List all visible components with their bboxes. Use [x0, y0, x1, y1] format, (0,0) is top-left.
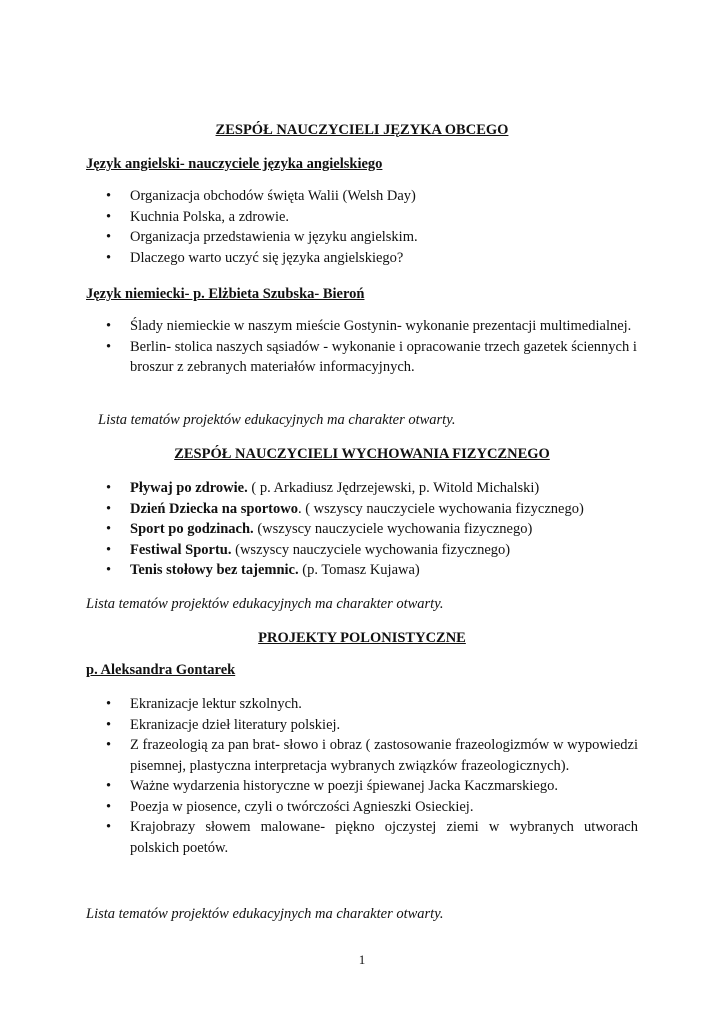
subtitle-german: Język niemiecki- p. Elżbieta Szubska- Bieroń — [86, 286, 365, 302]
list-item: • Festiwal Sportu. (wszyscy nauczyciele wychowania fizycznego) — [86, 540, 638, 561]
list-item: • Poezja w piosence, czyli o twórczości Agnieszki Osieckiej. — [86, 797, 638, 818]
list-item: • Organizacja przedstawienia w języku angielskim. — [86, 227, 638, 248]
open-list-note: Lista tematów projektów edukacyjnych ma charakter otwarty. — [98, 412, 456, 428]
list-item: • Organizacja obchodów święta Walii (Welsh Day) — [86, 186, 638, 207]
bullet-icon: • — [106, 819, 112, 835]
bullet-icon: • — [106, 696, 112, 712]
section-title-polish: PROJEKTY POLONISTYCZNE — [258, 630, 466, 646]
page-number: 1 — [358, 952, 366, 967]
pe-topics-list — [86, 478, 638, 581]
bullet-icon: • — [106, 229, 112, 245]
list-item: • Z frazeologią za pan brat- słowo i obraz ( zastosowanie frazeologizmów w wypowiedzi pisemnej, plastyczna interpretacja wybranych związków frazeologicznych). — [106, 737, 638, 774]
subtitle-english: Język angielski- nauczyciele języka angielskiego — [86, 156, 383, 172]
subtitle-polish-teacher: p. Aleksandra Gontarek — [86, 662, 236, 678]
section-title-pe: ZESPÓŁ NAUCZYCIELI WYCHOWANIA FIZYCZNEGO — [174, 446, 550, 462]
bullet-icon: • — [106, 480, 112, 496]
list-item: • Ekranizacje dzieł literatury polskiej. — [86, 715, 638, 736]
bullet-icon: • — [106, 188, 112, 204]
list-item: • Ślady niemieckie w naszym mieście Gostynin- wykonanie prezentacji multimedialnej. — [86, 316, 638, 337]
bullet-icon: • — [106, 798, 112, 815]
bullet-icon: • — [106, 318, 112, 334]
section-title-foreign-language: ZESPÓŁ NAUCZYCIELI JĘZYKA OBCEGO — [215, 122, 509, 138]
polish-topics-list — [86, 694, 638, 858]
list-item: • Ważne wydarzenia historyczne w poezji śpiewanej Jacka Kaczmarskiego. — [86, 776, 638, 797]
bullet-icon: • — [106, 500, 112, 517]
list-item: • Kuchnia Polska, a zdrowie. — [86, 207, 638, 228]
list-item: • Sport po godzinach. (wszyscy nauczyciele wychowania fizycznego) — [86, 519, 638, 540]
list-item: • Ekranizacje lektur szkolnych. — [86, 694, 638, 715]
bullet-icon: • — [106, 521, 112, 537]
open-list-note: Lista tematów projektów edukacyjnych ma charakter otwarty. — [86, 596, 444, 612]
list-item: • Dzień Dziecka na sportowo. ( wszyscy nauczyciele wychowania fizycznego) — [86, 499, 638, 520]
list-item: • Tenis stołowy bez tajemnic. (p. Tomasz Kujawa) — [86, 560, 638, 581]
german-topics-list — [86, 316, 638, 378]
bullet-icon: • — [106, 208, 112, 225]
list-item: • Berlin- stolica naszych sąsiadów - wykonanie i opracowanie trzech gazetek ściennych i broszur z zebranych materiałów informacyjnych. — [106, 338, 637, 375]
bullet-icon: • — [106, 778, 112, 794]
list-item: • Pływaj po zdrowie. ( p. Arkadiusz Jędrzejewski, p. Witold Michalski) — [86, 478, 638, 499]
list-item: • Krajobrazy słowem malowane- piękno ojczystej ziemi w wybranych utworach polskich poetów. — [106, 819, 638, 856]
bullet-icon: • — [106, 249, 112, 266]
list-item: • Dlaczego warto uczyć się języka angielskiego? — [86, 248, 638, 269]
english-topics-list — [86, 186, 638, 268]
bullet-icon: • — [106, 541, 112, 558]
bullet-icon: • — [106, 562, 112, 578]
bullet-icon: • — [106, 716, 112, 733]
bullet-icon: • — [106, 737, 112, 753]
open-list-note: Lista tematów projektów edukacyjnych ma charakter otwarty. — [86, 906, 444, 922]
bullet-icon: • — [106, 338, 112, 355]
